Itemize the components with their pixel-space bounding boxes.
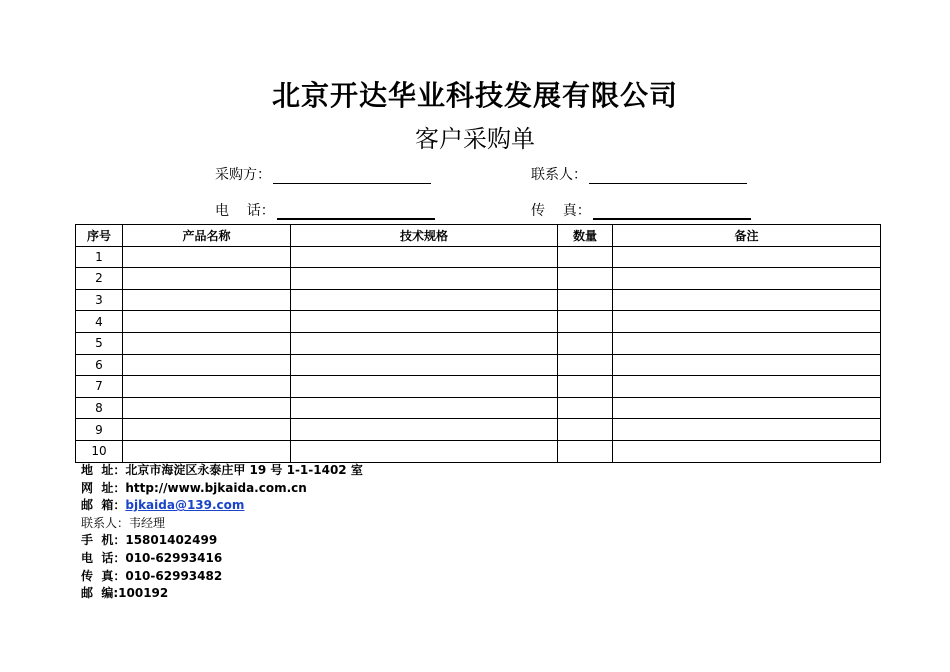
product-name-cell[interactable] [123, 289, 291, 311]
contact-input-line[interactable] [589, 169, 747, 184]
email-row [81, 497, 363, 515]
phone-info-label: 电 话： [81, 550, 126, 565]
header-spec: 技术规格 [291, 225, 558, 247]
row-index: 9 [76, 419, 123, 441]
product-name-cell[interactable] [123, 311, 291, 333]
fax-input-line[interactable] [593, 204, 751, 220]
contact-field [531, 164, 747, 184]
row-index: 8 [76, 397, 123, 419]
product-name-cell[interactable] [123, 268, 291, 290]
row-index: 3 [76, 289, 123, 311]
fax-field [531, 200, 751, 220]
quantity-cell[interactable] [558, 419, 613, 441]
table-row [76, 376, 881, 398]
person-value: 韦经理 [129, 515, 166, 530]
row-index: 4 [76, 311, 123, 333]
website-row [81, 480, 363, 498]
website-label: 网 址： [81, 480, 126, 495]
spec-cell[interactable] [291, 332, 558, 354]
mobile-label: 手 机： [81, 533, 126, 548]
header-index: 序号 [76, 225, 123, 247]
quantity-cell[interactable] [558, 332, 613, 354]
row-index: 7 [76, 376, 123, 398]
row-index: 10 [76, 440, 123, 462]
table-header-row [76, 225, 881, 247]
table-row [76, 246, 881, 268]
remarks-cell[interactable] [613, 268, 881, 290]
purchaser-label: 采购方： [215, 167, 271, 183]
quantity-cell[interactable] [558, 289, 613, 311]
contact-info [81, 462, 363, 603]
product-name-cell[interactable] [123, 397, 291, 419]
remarks-cell[interactable] [613, 289, 881, 311]
remarks-cell[interactable] [613, 419, 881, 441]
mobile-row [81, 532, 363, 550]
mobile-value: 15801402499 [125, 533, 218, 548]
purchaser-field [215, 164, 431, 184]
spec-cell[interactable] [291, 246, 558, 268]
table-row [76, 397, 881, 419]
table-row [76, 268, 881, 290]
email-label: 邮 箱： [81, 498, 126, 513]
product-name-cell[interactable] [123, 354, 291, 376]
spec-cell[interactable] [291, 311, 558, 333]
phone-label: 电 话： [215, 203, 275, 219]
table-row [76, 354, 881, 376]
remarks-cell[interactable] [613, 246, 881, 268]
remarks-cell[interactable] [613, 376, 881, 398]
purchaser-input-line[interactable] [273, 169, 431, 184]
order-table [75, 224, 881, 463]
header-quantity: 数量 [558, 225, 613, 247]
quantity-cell[interactable] [558, 354, 613, 376]
postcode-value: 100192 [118, 586, 169, 601]
remarks-cell[interactable] [613, 311, 881, 333]
quantity-cell[interactable] [558, 268, 613, 290]
postcode-label: 邮 编: [81, 586, 119, 601]
quantity-cell[interactable] [558, 376, 613, 398]
address-row [81, 462, 363, 480]
quantity-cell[interactable] [558, 440, 613, 462]
product-name-cell[interactable] [123, 332, 291, 354]
quantity-cell[interactable] [558, 311, 613, 333]
address-label: 地 址： [81, 463, 126, 477]
person-row [81, 515, 363, 533]
remarks-cell[interactable] [613, 397, 881, 419]
form-title: 客户采购单 [415, 125, 535, 153]
remarks-cell[interactable] [613, 354, 881, 376]
spec-cell[interactable] [291, 397, 558, 419]
quantity-cell[interactable] [558, 246, 613, 268]
website-value: http://www.bjkaida.com.cn [125, 480, 307, 495]
fax-label: 传 真： [531, 203, 591, 219]
spec-cell[interactable] [291, 376, 558, 398]
product-name-cell[interactable] [123, 376, 291, 398]
quantity-cell[interactable] [558, 397, 613, 419]
spec-cell[interactable] [291, 440, 558, 462]
spec-cell[interactable] [291, 354, 558, 376]
row-index: 6 [76, 354, 123, 376]
phone-input-line[interactable] [277, 204, 435, 220]
phone-value: 010-62993416 [125, 550, 223, 565]
product-name-cell[interactable] [123, 246, 291, 268]
row-index: 5 [76, 332, 123, 354]
row-index: 2 [76, 268, 123, 290]
postcode-row [81, 585, 363, 603]
phone-field [215, 200, 435, 220]
spec-cell[interactable] [291, 289, 558, 311]
fax-row [81, 568, 363, 586]
spec-cell[interactable] [291, 268, 558, 290]
table-row [76, 311, 881, 333]
fax-value: 010-62993482 [125, 568, 223, 583]
remarks-cell[interactable] [613, 332, 881, 354]
table-row [76, 419, 881, 441]
product-name-cell[interactable] [123, 419, 291, 441]
table-row [76, 440, 881, 462]
remarks-cell[interactable] [613, 440, 881, 462]
product-name-cell[interactable] [123, 440, 291, 462]
contact-label: 联系人： [531, 167, 587, 183]
fax-info-label: 传 真： [81, 568, 126, 583]
email-link[interactable]: bjkaida@139.com [125, 498, 245, 513]
table-row [76, 289, 881, 311]
address-value: 北京市海淀区永泰庄甲 19 号 1-1-1402 室 [125, 463, 363, 477]
person-label: 联系人： [81, 515, 130, 530]
header-product-name: 产品名称 [123, 225, 291, 247]
spec-cell[interactable] [291, 419, 558, 441]
header-remarks: 备注 [613, 225, 881, 247]
company-title: 北京开达华业科技发展有限公司 [271, 79, 678, 112]
row-index: 1 [76, 246, 123, 268]
phone-row [81, 550, 363, 568]
table-row [76, 332, 881, 354]
